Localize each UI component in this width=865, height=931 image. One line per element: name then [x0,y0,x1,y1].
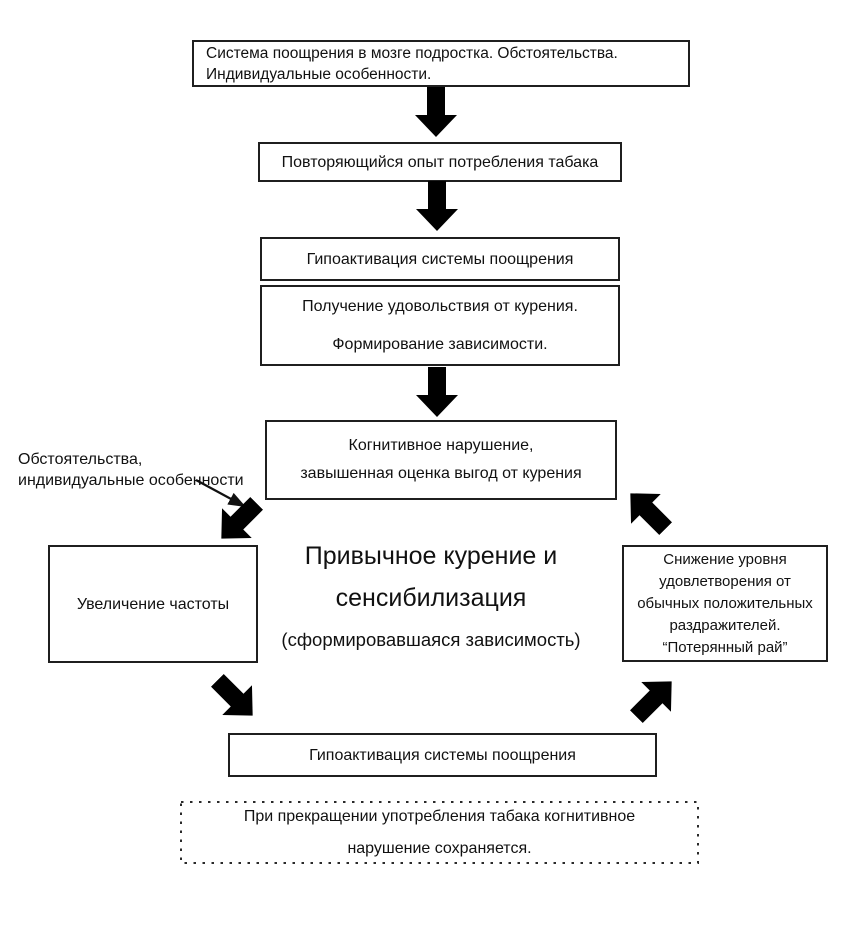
box-satisfaction-line1: Снижение уровня [663,550,787,568]
box-hypoactivation-bottom-text: Гипоактивация системы поощрения [309,746,576,764]
box-cessation-note [180,801,699,864]
box-satisfaction-decrease [622,545,828,662]
box-hypoactivation-top [260,237,620,281]
center-subtitle: (сформировавшаяся зависимость) [281,629,581,650]
box-satisfaction-line2: удовлетворения от [659,572,791,590]
box-frequency-text: Увеличение частоты [76,595,230,613]
box-satisfaction-line5: “Потерянный рай” [662,638,788,656]
box-cessation-line2: нарушение сохраняется. [347,839,532,857]
side-note-line2: индивидуальные особенности [18,472,244,489]
box-frequency-increase [48,545,258,663]
center-title [266,541,596,651]
box-reward-system [192,40,690,87]
box-hypoactivation-top-text: Гипоактивация системы поощрения [306,250,574,268]
box-hypoactivation-bottom [228,733,657,777]
box-reward-system-line2: Индивидуальные особенности. [206,65,432,83]
box-cessation-text [180,801,699,864]
center-title-line2: сенсибилизация [335,584,527,612]
box-repeat-experience [258,142,622,182]
box-repeat-experience-text: Повторяющийся опыт потребления табака [281,153,599,171]
block-arrow-down-icon [416,181,458,231]
box-pleasure-dependence [260,285,620,366]
center-title-line1: Привычное курение и [304,542,558,570]
block-arrow-down-right-icon [202,665,267,730]
box-satisfaction-line3: обычных положительных [637,594,813,612]
box-reward-system-line1: Система поощрения в мозге подростка. Обстоятельства. [206,44,618,62]
box-cessation-line1: При прекращении употребления табака когнитивное [243,808,636,826]
box-pleasure-line1: Получение удовольствия от курения. [302,297,578,315]
block-arrow-down-icon [416,367,458,417]
box-cognitive-line1: Когнитивное нарушение, [348,437,534,454]
block-arrow-up-right-icon [621,666,686,731]
box-cognitive-line2: завышенная оценка выгод от курения [300,465,582,482]
block-arrow-up-left-icon [615,478,680,543]
side-note-line1: Обстоятельства, [18,451,143,468]
box-pleasure-line2: Формирование зависимости. [332,336,548,354]
block-arrow-down-icon [415,87,457,137]
box-cognitive-impairment [265,420,617,500]
box-satisfaction-line4: раздражителей. [669,616,781,634]
